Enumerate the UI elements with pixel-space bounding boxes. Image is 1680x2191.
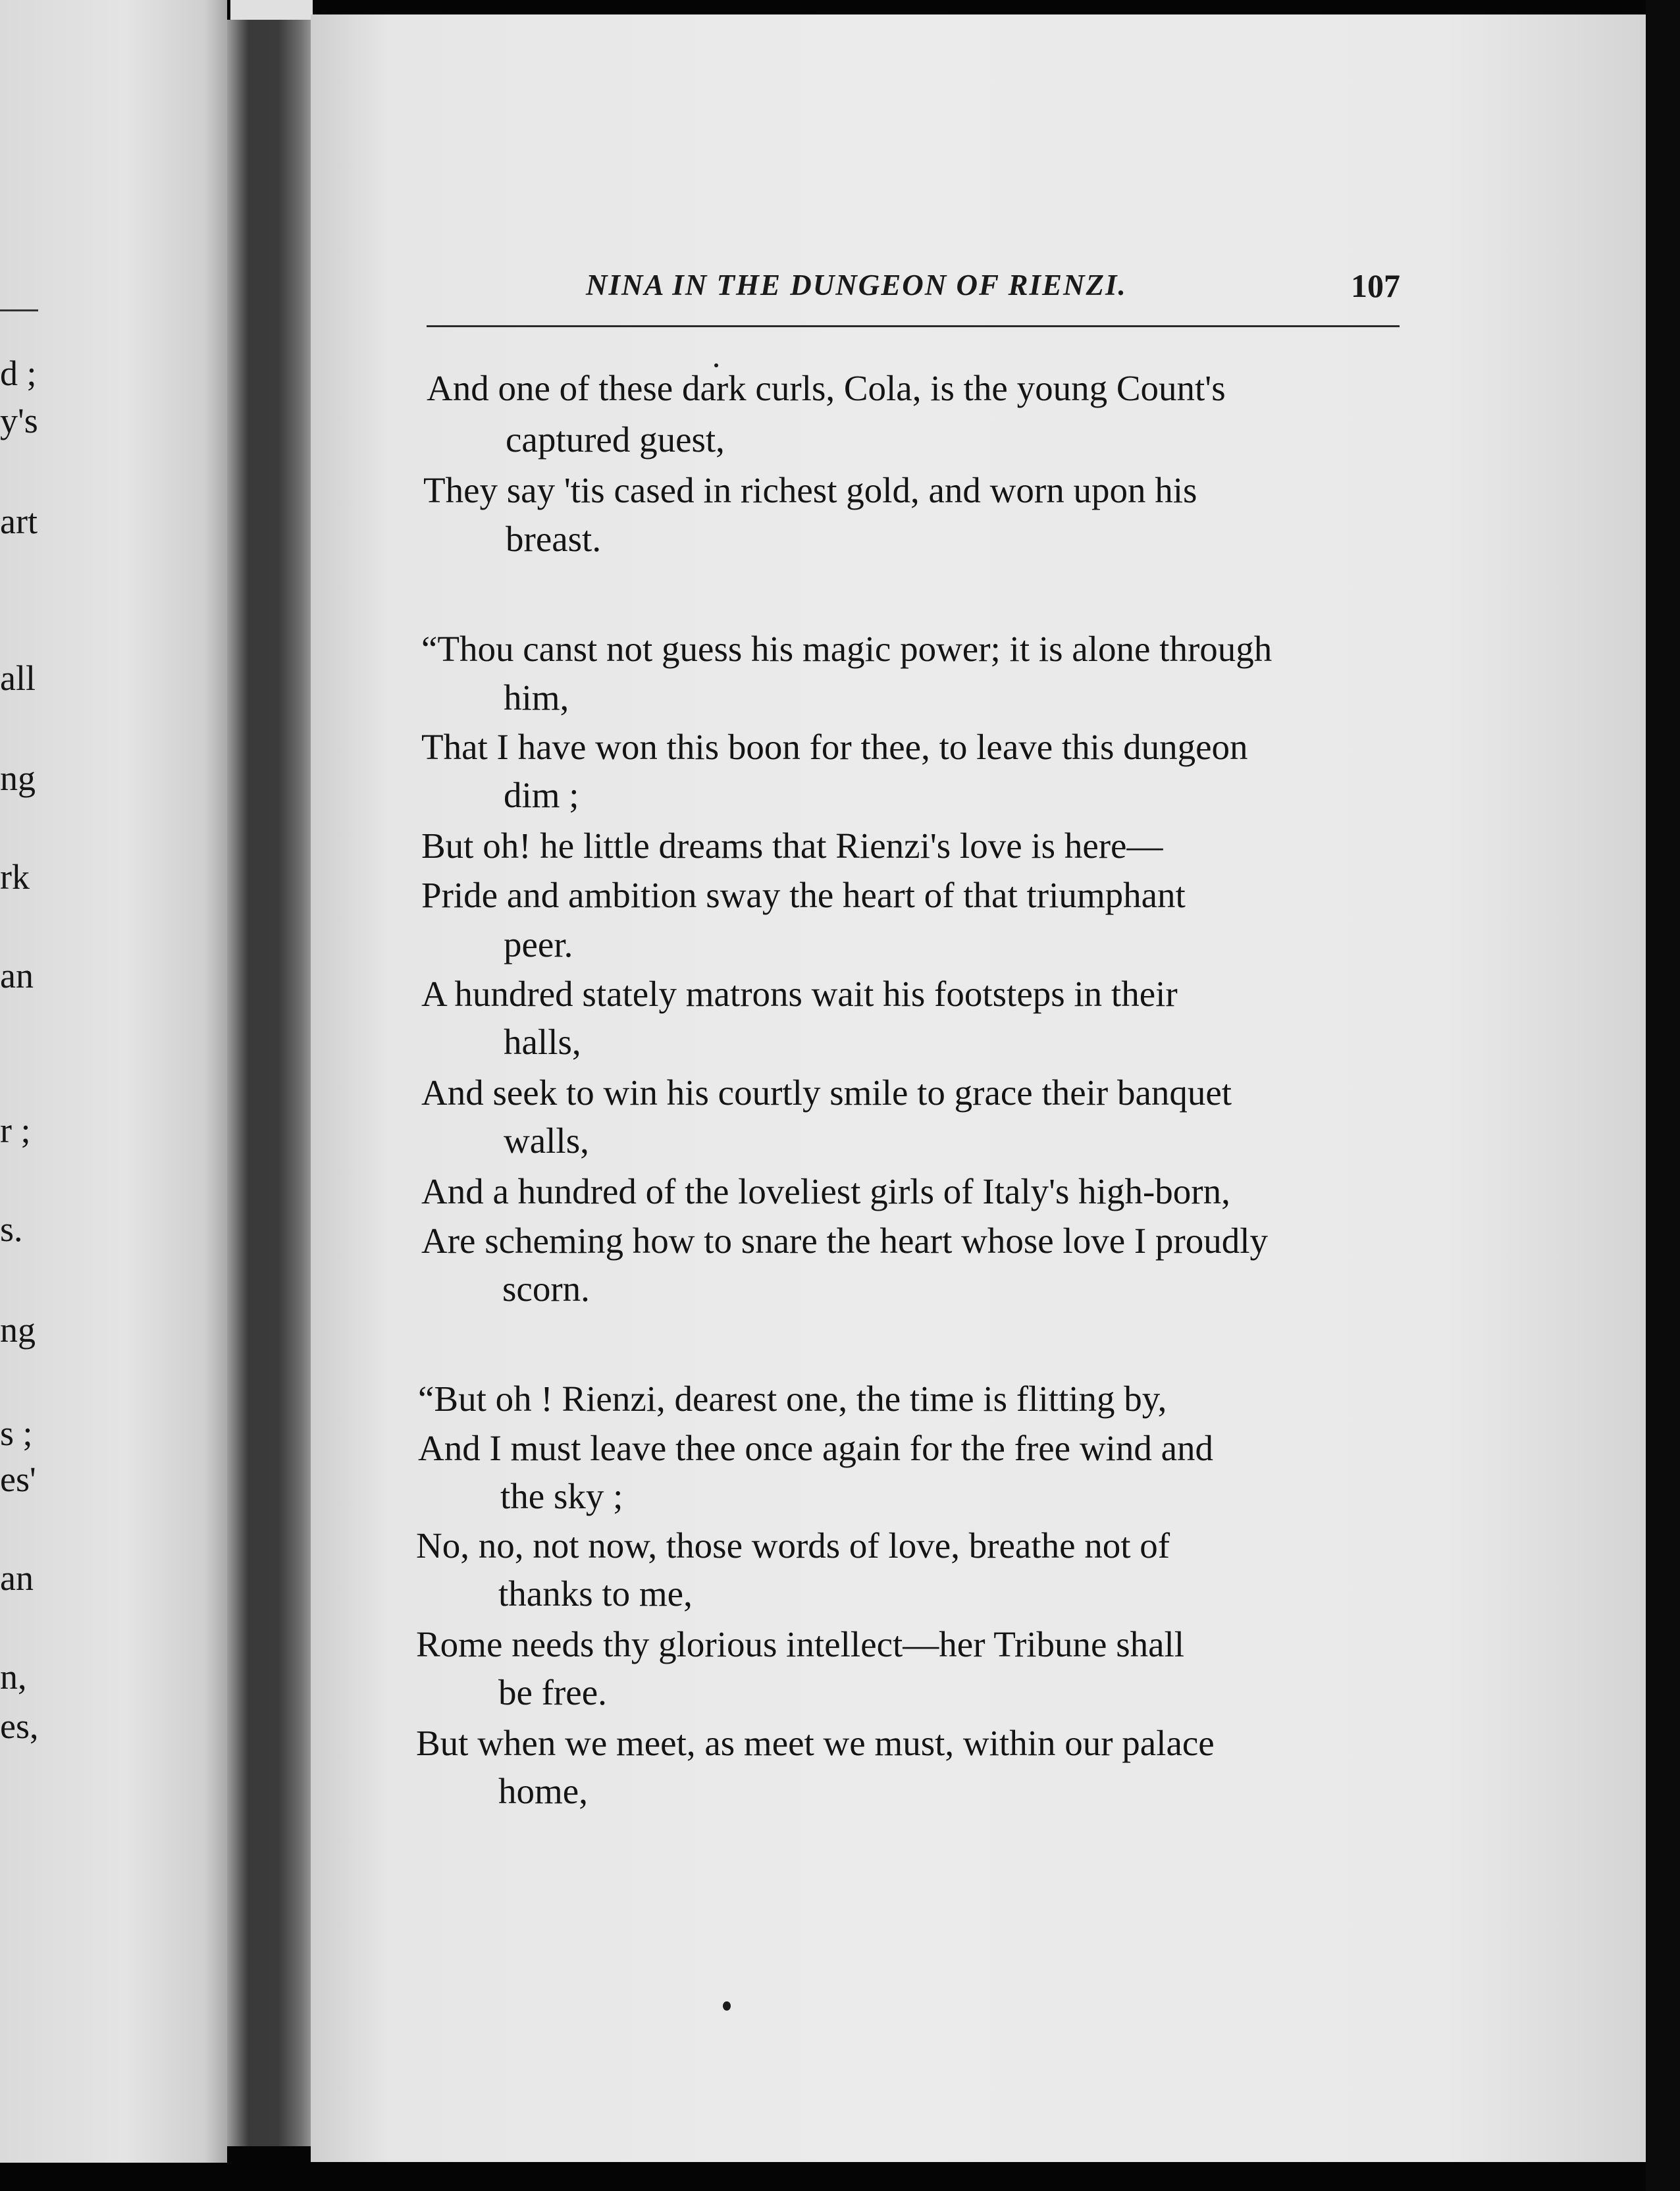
- poem-line: And seek to win his courtly smile to grace their banquet: [421, 1072, 1232, 1113]
- poem-line: home,: [498, 1771, 588, 1811]
- poem-line: peer.: [504, 924, 573, 964]
- poem-line: Pride and ambition sway the heart of that triumphant: [421, 875, 1186, 915]
- running-title: NINA IN THE DUNGEON OF RIENZI.: [586, 269, 1127, 302]
- poem-line: No, no, not now, those words of love, breathe not of: [416, 1525, 1170, 1566]
- poem-line: Are scheming how to snare the heart whose love I proudly: [421, 1221, 1269, 1261]
- poem-line: That I have won this boon for thee, to leave this dungeon: [421, 727, 1248, 767]
- page-number: 107: [1351, 267, 1400, 304]
- left-page-fragment: s.: [0, 1209, 23, 1249]
- ink-speck: [723, 2001, 731, 2011]
- poem-line: “But oh ! Rienzi, dearest one, the time is flitting by,: [418, 1379, 1167, 1419]
- poem-line: halls,: [504, 1022, 581, 1062]
- poem-line: walls,: [504, 1121, 589, 1161]
- poem-line: But when we meet, as meet we must, within our palace: [416, 1723, 1215, 1763]
- left-page-fragment: y's: [0, 401, 38, 440]
- poem-line: And one of these dark curls, Cola, is the young Count's: [427, 368, 1226, 408]
- poem-line: the sky ;: [500, 1476, 623, 1516]
- header-rule: [427, 325, 1400, 327]
- left-page-fragment: r ;: [0, 1111, 31, 1150]
- poem-line: thanks to me,: [498, 1573, 693, 1614]
- poem-line: scorn.: [502, 1269, 590, 1309]
- left-page-fragment: s ;: [0, 1413, 33, 1453]
- poem-line: And I must leave thee once again for the free wind and: [418, 1428, 1213, 1468]
- left-facing-page: [0, 0, 227, 2163]
- left-page-fragment: an: [0, 1558, 34, 1598]
- left-page-rule: [0, 309, 38, 311]
- poem-line: Rome needs thy glorious intellect—her Tribune shall: [416, 1624, 1185, 1664]
- poem-line: dim ;: [504, 775, 579, 815]
- left-page-fragment: all: [0, 658, 36, 698]
- poem-line: be free.: [498, 1672, 607, 1712]
- poem-line: breast.: [506, 519, 602, 559]
- scan-border: [1646, 0, 1680, 2191]
- left-page-fragment: d ;: [0, 354, 37, 393]
- poem-line: “Thou canst not guess his magic power; it is alone through: [421, 629, 1273, 669]
- left-page-fragment: n,: [0, 1657, 27, 1697]
- left-page-fragment: ng: [0, 758, 36, 798]
- binding-gutter: [227, 20, 313, 2146]
- poem-line: him,: [504, 677, 569, 718]
- left-page-fragment: es': [0, 1460, 36, 1499]
- ink-speck: [714, 363, 718, 367]
- left-page-fragment: es,: [0, 1706, 39, 1746]
- left-page-fragment: art: [0, 502, 38, 541]
- left-page-fragment: an: [0, 956, 34, 995]
- poem-line: And a hundred of the loveliest girls of Italy's high-born,: [421, 1171, 1230, 1211]
- poem-line: A hundred stately matrons wait his footsteps in their: [421, 974, 1178, 1014]
- poem-line: But oh! he little dreams that Rienzi's love is here—: [421, 826, 1163, 866]
- left-page-fragment: rk: [0, 857, 30, 897]
- left-page-fragment: ng: [0, 1310, 36, 1350]
- poem-line: captured guest,: [506, 419, 725, 460]
- poem-line: They say 'tis cased in richest gold, and worn upon his: [423, 470, 1197, 510]
